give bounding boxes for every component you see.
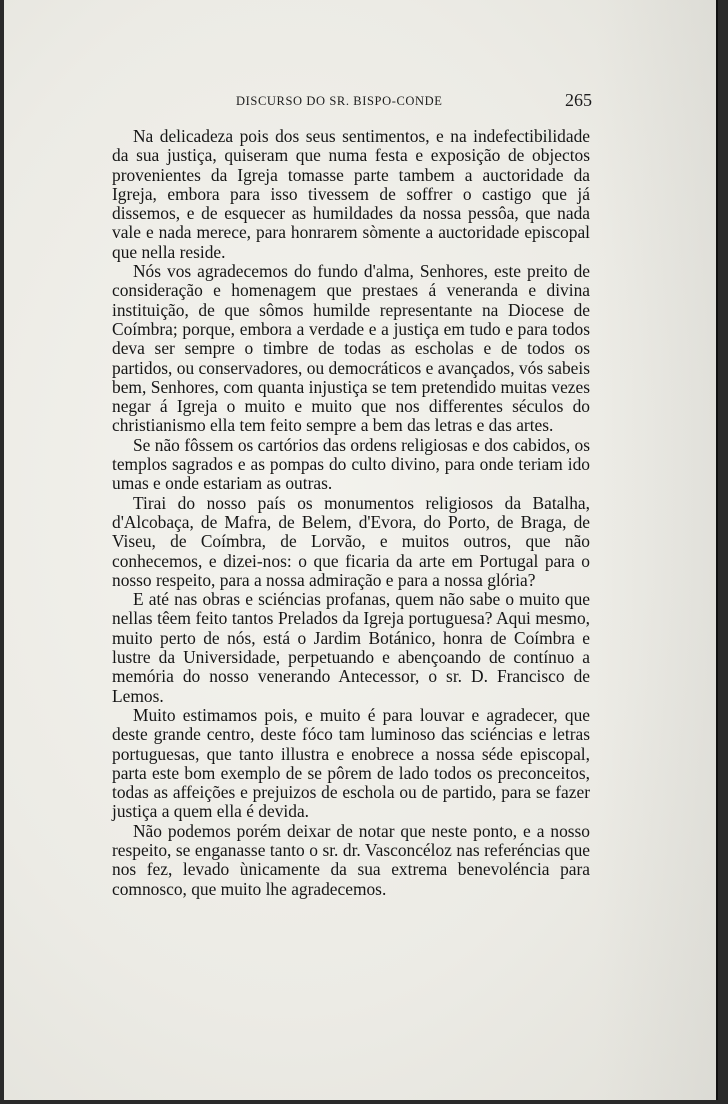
paragraph-4: Tirai do nosso país os monumentos religiosos da Batalha, d'Alcobaça, de Mafra, de Belem, d'Evora, do Porto, de Braga, de Viseu, de Coímbra, de Lorvão, e muitos outros, que não conhecemos, e dizei-nos: o que ficaria da arte em Portugal para o nosso respeito, para a nossa admiração e para a nossa glória?: [112, 492, 590, 590]
paragraph-3: Se não fôssem os cartórios das ordens religiosas e dos cabidos, os templos sagrados e as pompas do culto divino, para onde teriam ido umas e onde estariam as outras.: [112, 434, 590, 494]
paragraph-7: Não podemos porém deixar de notar que neste ponto, e a nosso respeito, se enganasse tanto o sr. dr. Vasconcéloz nas referéncias que nos fez, levado ùnicamente da sua extrema benevoléncia para comnosco, que muito lhe agradecemos.: [112, 820, 590, 899]
paragraph-6: Muito estimamos pois, e muito é para louvar e agradecer, que deste grande centro, deste fóco tam luminoso das sciéncias e letras portuguesas, que tanto illustra e enobrece a nossa séde episcopal, parta este bom exemplo de se pôrem de lado todos os preconceitos, todas as affeições e prejuizos de eschola ou de partido, para se fazer justiça a quem ella é devida.: [112, 704, 590, 822]
paragraph-2: Nós vos agradecemos do fundo d'alma, Senhores, este preito de consideração e homenagem que prestaes á veneranda e divina instituição, de que sômos humilde representante na Diocese de Coímbra; porque, embora a verdade e a justiça em tudo e para todos deva ser sempre o timbre de todas as escholas e de todos os partidos, ou conservadores, ou democráticos e avançados, vós sabeis bem, Senhores, com quanta injustiça se tem pretendido muitas vezes negar á Igreja o muito e muito que nos differentes séculos do christianismo ella tem feito sempre a bem das letras e das artes.: [112, 261, 590, 436]
running-title: DISCURSO DO SR. BISPO-CONDE: [236, 94, 443, 108]
book-page: [4, 0, 718, 1100]
page-number: 265: [565, 90, 592, 110]
running-head: [112, 92, 596, 112]
paragraph-5: E até nas obras e sciéncias profanas, quem não sabe o muito que nellas têem feito tantos Prelados da Igreja portuguesa? Aqui mesmo, muito perto de nós, está o Jardim Botánico, honra de Coímbra e lustre da Universidade, perpetuando e abençoando de contínuo a memória do nosso venerando Antecessor, o sr. D. Francisco de Lemos.: [112, 589, 590, 706]
text-body: [112, 127, 590, 899]
paragraph-1: Na delicadeza pois dos seus sentimentos, e na indefectibilidade da sua justiça, quiseram que numa festa e exposição de objectos provenientes da Igreja tomasse parte tambem a auctoridade da Igreja, embora para isso tivessem de soffrer o castigo que já dissemos, e de esquecer as humildades da nossa pessôa, que nada vale e nada merece, para honrarem sòmente a auctoridade episcopal que nella reside.: [112, 126, 590, 262]
